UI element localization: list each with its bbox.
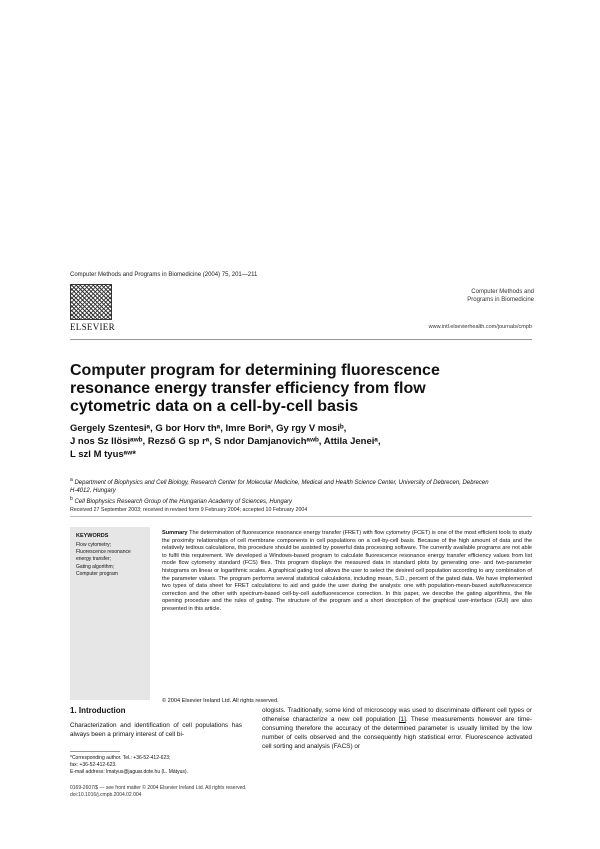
abstract-divider <box>70 516 532 517</box>
footnotes <box>70 755 242 776</box>
keywords-list <box>76 542 146 578</box>
footnote-fax: fax: +36-52-412-623. <box>70 762 117 768</box>
affiliation-b <box>70 495 490 506</box>
keyword-item: Gating algorithm; <box>76 563 115 570</box>
elsevier-logo <box>70 284 115 332</box>
footnote-divider <box>70 751 120 752</box>
footnote-corresponding: *Corresponding author. Tel.: +36-52-412-623; <box>70 755 171 761</box>
keyword-item: Flow cytometry; <box>76 542 112 548</box>
summary-label: Summary <box>162 530 188 536</box>
issn-doi-block <box>70 785 370 799</box>
keywords-heading: KEYWORDS <box>76 533 109 539</box>
journal-name-line-1: Computer Methods and <box>471 289 534 295</box>
section-heading-introduction: 1. Introduction <box>70 706 126 715</box>
introduction-text-left: Characterization and identification of cell populations has always been a primary interest of cell bi- <box>70 722 242 738</box>
doi-line[interactable]: doi:10.1016/j.cmpb.2004.02.004 <box>70 792 142 798</box>
copyright-notice: © 2004 Elsevier Ireland Ltd. All rights reserved. <box>162 698 279 704</box>
intro-right-text-a: ologists. Traditionally, some kind of microscopy was used to discriminate different cell types or otherwise characterize a new cell population <box>262 707 532 723</box>
affiliation-b-marker: b <box>70 496 73 502</box>
elsevier-tree-icon <box>70 284 112 320</box>
elsevier-wordmark: ELSEVIER <box>70 322 115 332</box>
reference-link-1[interactable]: [1] <box>398 716 406 723</box>
journal-name-block <box>334 288 534 304</box>
affiliation-a <box>70 476 490 495</box>
introduction-text-right <box>262 706 532 751</box>
affiliation-b-text: Cell Biophysics Research Group of the Hungarian Academy of Sciences, Hungary <box>74 499 293 505</box>
affiliation-a-text: Department of Biophysics and Cell Biology, Research Center for Molecular Medicine, Medical and Health Science Center, University of Debrecen, Debrecen H-4012, Hungary <box>70 480 489 494</box>
author-list <box>70 422 510 461</box>
footnote-email: E-mail address: lmatyus@jaguar.dote.hu (L. Mátyus). <box>70 769 188 775</box>
article-dates: Received 27 September 2003; received in revised form 9 February 2004; accepted 10 February 2004 <box>70 507 308 513</box>
author-line-3: L szl M tyusᵃʷ* <box>70 449 136 460</box>
abstract-summary <box>162 530 532 614</box>
keywords-box <box>70 527 150 700</box>
intro-right-text-b: . These measurements however are time-consuming therefore the accuracy of the determined parameter is usually limited by the low number of cells observed and the consequently high statistical error. Fluorescence activated cell sorting and analysis (FACS) or <box>262 716 532 750</box>
journal-name-line-2: Programs in Biomedicine <box>467 297 534 303</box>
issn-line: 0169-2607/$ — see front matter © 2004 Elsevier Ireland Ltd. All rights reserved. <box>70 785 247 791</box>
keyword-item: Fluorescence resonance <box>76 549 131 556</box>
keyword-item: energy transfer; <box>76 556 112 563</box>
affiliations <box>70 476 490 506</box>
header-divider <box>70 339 532 340</box>
article-title: Computer program for determining fluorescence resonance energy transfer efficiency from flow cytometric data on a cell-by-cell basis <box>70 362 440 415</box>
journal-citation: Computer Methods and Programs in Biomedicine (2004) 75, 201—211 <box>70 272 258 278</box>
keyword-item: Computer program <box>76 570 118 577</box>
summary-text: The determination of fluorescence resonance energy transfer (FRET) with flow cytometry (FCET) is one of the most efficient tools to study the proximity relationships of cell membrane components in cell populations on a cell-by-cell basis. Because of the high amount of data and the relatively tedious calculations, this procedure should be assisted by powerful data processing software. The currently available programs are not able to fulfil this requirement. We developed a Windows-based program to calculate fluorescence resonance energy transfer efficiency values from list mode flow cytometry standard (FCS) files. This program displays the measured data in standard plots by generating one- and two-parameter histograms on linear or logarithmic scales. A graphical gating tool allows the user to select the desired cell population according to any combination of the parameter values. The program performs several statistical calculations, including mean, S.D., percent of the gated data. We have implemented two types of data sheet for FRET calculations to aid and guide the user during the analysis: one with population-mean-based autofluorescence correction and the other with spectrum-based cell-by-cell autofluorescence correction. In this paper, we describe the gating algorithms, the file opening procedure and the rules of gating. The structure of the program and a short description of the graphical user-interface (GUI) are also presented in this article. <box>162 530 533 612</box>
journal-url[interactable]: www.intl.elsevierhealth.com/journals/cmpb <box>428 324 532 330</box>
author-line-1: Gergely Szentesiᵃ, G bor Horv thᵃ, Imre Boriᵃ, Gy rgy V mosiᵇ, <box>70 423 347 434</box>
affiliation-a-marker: a <box>70 477 73 483</box>
author-line-2: J nos Sz llösiᵃʷᵇ, Rezső G sp rᵃ, S ndor Damjanovichᵃʷᵇ, Attila Jeneiᵃ, <box>70 436 381 447</box>
